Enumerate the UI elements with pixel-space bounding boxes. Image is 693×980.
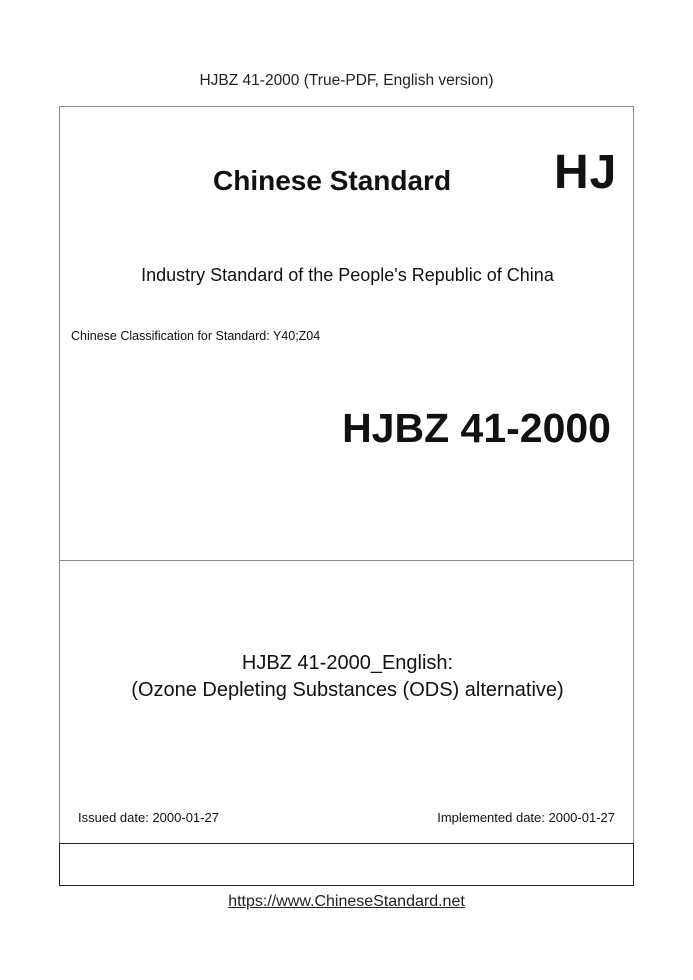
document-info-panel: [59, 560, 634, 844]
industry-line: Industry Standard of the People's Republic of China: [141, 265, 554, 285]
implemented-date: Implemented date: 2000-01-27: [437, 810, 615, 825]
empty-bottom-panel: [59, 843, 634, 886]
hj-mark: HJ: [554, 146, 618, 199]
website-link[interactable]: https://www.ChineseStandard.net: [228, 893, 465, 910]
classification-line: Chinese Classification for Standard: Y40;Z04: [71, 329, 321, 343]
footer: [0, 893, 693, 911]
standard-number: HJBZ 41-2000: [342, 405, 611, 451]
cover-title: Chinese Standard: [213, 165, 452, 196]
document-label: HJBZ 41-2000 (True-PDF, English version): [199, 72, 494, 89]
document-title-line-1: HJBZ 41-2000_English:: [241, 652, 454, 674]
cover-panel: [59, 106, 634, 561]
issued-date: Issued date: 2000-01-27: [78, 810, 219, 825]
document-header: [0, 72, 693, 90]
document-title-line-2: (Ozone Depleting Substances (ODS) alternative): [131, 679, 564, 701]
